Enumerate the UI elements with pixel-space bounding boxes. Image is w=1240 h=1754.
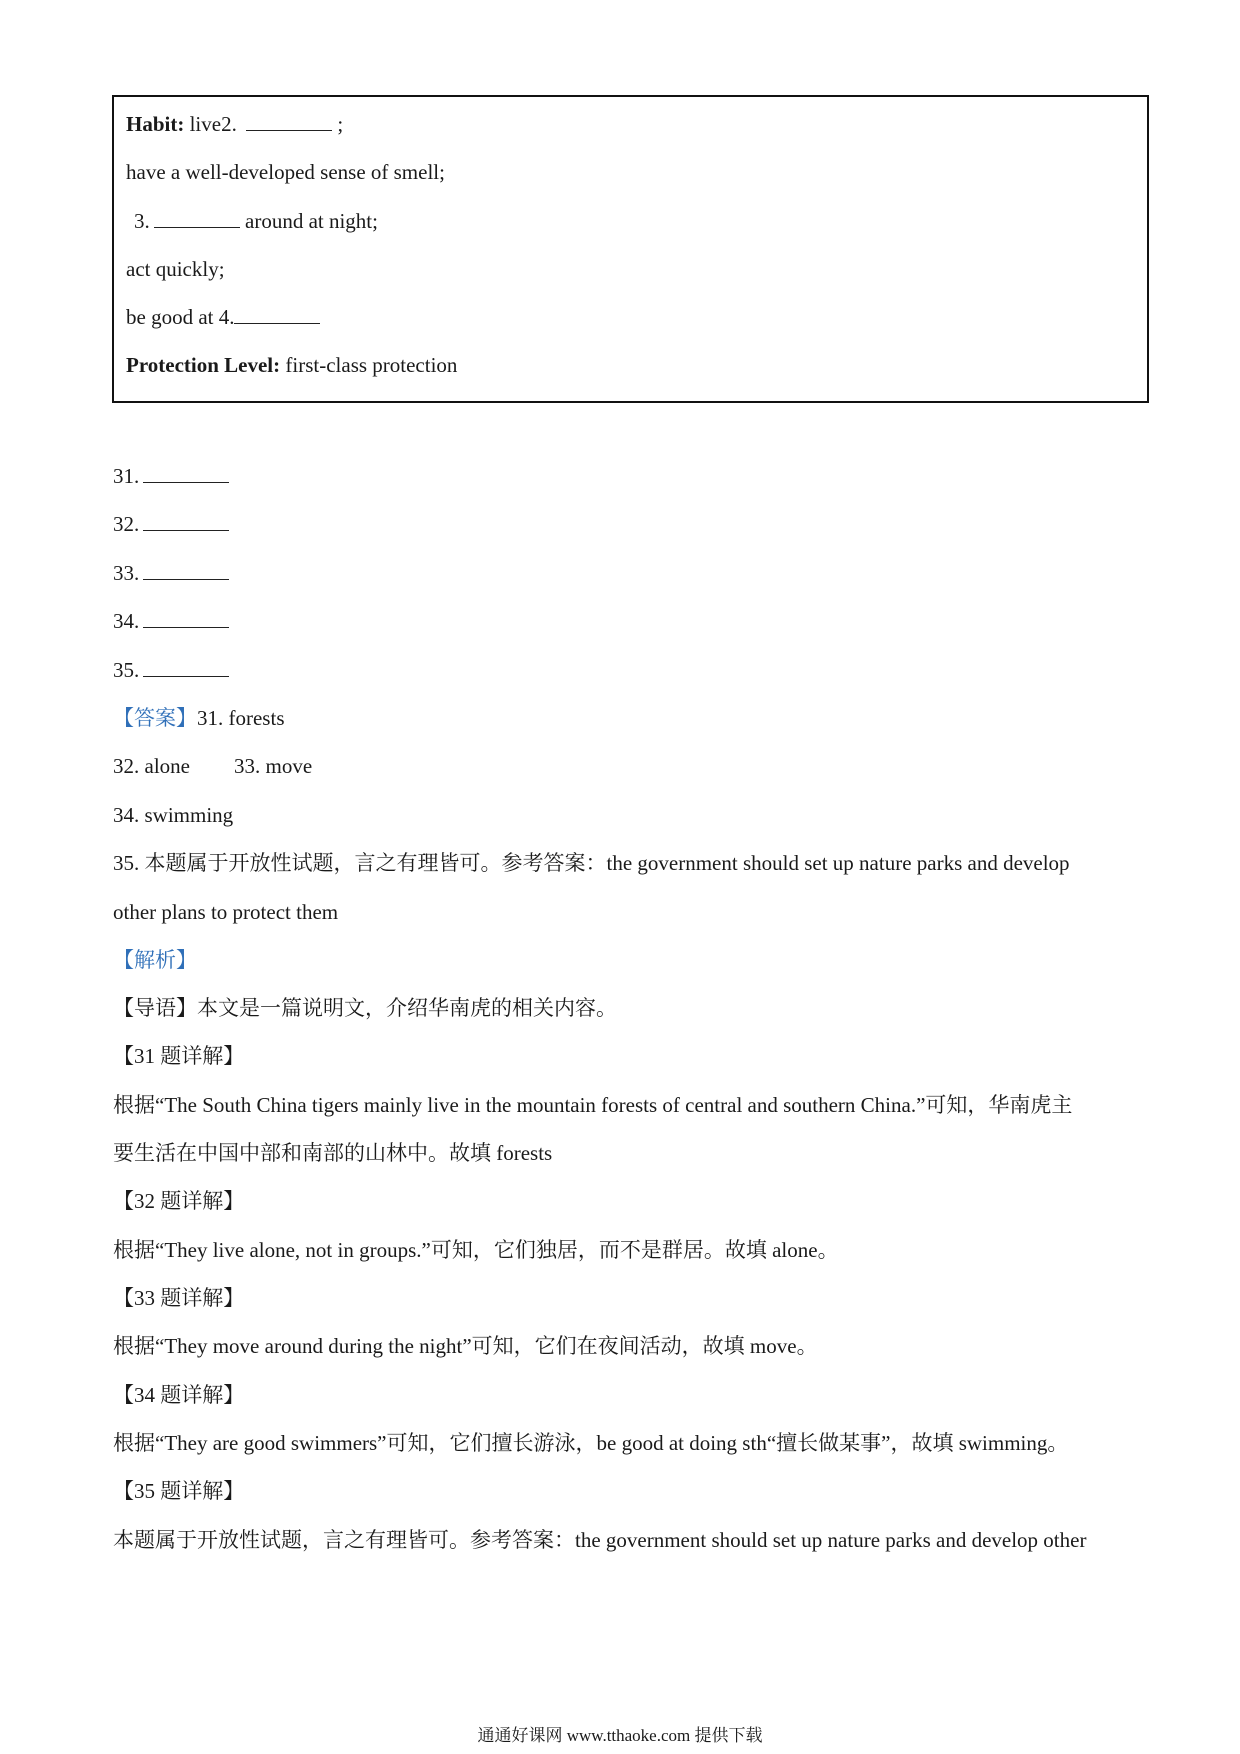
blank-2 xyxy=(246,112,332,131)
act-line: act quickly; xyxy=(126,257,225,281)
answer-35-line2: other plans to protect them xyxy=(113,900,339,924)
answer-tag: 【答案】 xyxy=(113,706,197,730)
blank-4 xyxy=(234,305,320,324)
question-number: 34. xyxy=(113,609,140,633)
protection-line xyxy=(126,351,457,379)
blank-3 xyxy=(154,209,240,228)
answer-32: 32. alone xyxy=(113,754,190,778)
question-number: 31. xyxy=(113,464,140,488)
explanation-31-line1: 根据“The South China tigers mainly live in the mountain forests of central and southern China.”可知，华南虎主 xyxy=(113,1093,1073,1117)
question-33 xyxy=(113,559,229,587)
answer-blank xyxy=(143,658,229,677)
answer-blank xyxy=(143,561,229,580)
analysis-tag: 【解析】 xyxy=(113,948,197,972)
answer-blank xyxy=(143,609,229,628)
question-32 xyxy=(113,510,229,538)
question-number: 32. xyxy=(113,512,140,536)
question-35 xyxy=(113,656,229,684)
good-at-text: be good at 4. xyxy=(126,305,235,329)
explanation-34: 根据“They are good swimmers”可知，它们擅长游泳，be good at doing sth“擅长做某事”，故填 swimming。 xyxy=(113,1431,1069,1455)
good-at-line xyxy=(126,303,320,331)
answer-blank xyxy=(143,512,229,531)
explanation-35: 本题属于开放性试题，言之有理皆可。参考答案：the government should set up nature parks and develop other xyxy=(113,1528,1087,1552)
smell-line: have a well-developed sense of smell; xyxy=(126,160,445,184)
answer-31: 31. forests xyxy=(197,706,285,730)
heading-34: 【34 题详解】 xyxy=(113,1383,245,1407)
question-number: 35. xyxy=(113,658,140,682)
heading-32: 【32 题详解】 xyxy=(113,1189,245,1213)
answer-34: 34. swimming xyxy=(113,803,234,827)
q3-number: 3. xyxy=(134,209,150,233)
explanation-33: 根据“They move around during the night”可知，它们在夜间活动，故填 move。 xyxy=(113,1334,818,1358)
protection-text: first-class protection xyxy=(280,353,458,377)
habit-label: Habit: xyxy=(126,112,185,136)
habit-after: ; xyxy=(332,112,344,136)
answer-35-line1: 35. 本题属于开放性试题，言之有理皆可。参考答案：the government should set up nature parks and develop xyxy=(113,851,1070,875)
question-31 xyxy=(113,462,229,490)
answer-blank xyxy=(143,464,229,483)
heading-35: 【35 题详解】 xyxy=(113,1479,245,1503)
page-footer: 通通好课网 www.tthaoke.com 提供下载 xyxy=(477,1726,763,1745)
habit-text: live2. xyxy=(184,112,243,136)
tiger-info-box xyxy=(112,95,1149,403)
answer-line-32-33 xyxy=(113,752,312,780)
analysis-intro: 【导语】本文是一篇说明文，介绍华南虎的相关内容。 xyxy=(113,996,617,1020)
explanation-31-line2: 要生活在中国中部和南部的山林中。故填 forests xyxy=(113,1141,553,1165)
q3-line xyxy=(134,207,378,235)
protection-label: Protection Level: xyxy=(126,353,281,377)
answer-33: 33. move xyxy=(233,754,313,778)
question-number: 33. xyxy=(113,561,140,585)
answer-line-31 xyxy=(113,704,285,732)
heading-31: 【31 题详解】 xyxy=(113,1044,245,1068)
explanation-32: 根据“They live alone, not in groups.”可知，它们独居，而不是群居。故填 alone。 xyxy=(113,1238,839,1262)
question-34 xyxy=(113,607,229,635)
heading-33: 【33 题详解】 xyxy=(113,1286,245,1310)
q3-after: around at night; xyxy=(239,209,378,233)
habit-line xyxy=(126,110,343,138)
